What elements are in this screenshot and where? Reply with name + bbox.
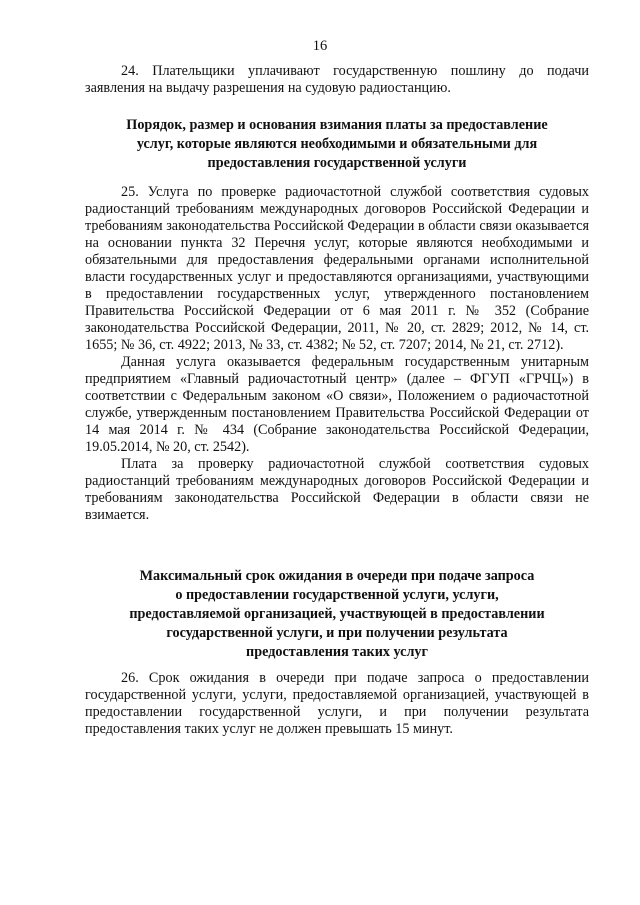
paragraph-text: 24. Плательщики уплачивают государственную пошлину до подачи заявления на выдачу разрешения на судовую радиостанцию. <box>85 63 589 96</box>
paragraph-26 <box>85 670 589 738</box>
heading-line: о предоставлении государственной услуги, услуги, <box>175 587 499 603</box>
paragraph-24 <box>85 63 589 97</box>
heading-line: государственной услуги, и при получении результата <box>166 625 508 641</box>
heading-line: предоставления государственной услуги <box>207 155 467 171</box>
heading-line: предоставления таких услуг <box>246 644 428 660</box>
heading-line: предоставляемой организацией, участвующей в предоставлении <box>129 606 545 622</box>
heading-line: услуг, которые являются необходимыми и обязательными для <box>136 136 538 152</box>
heading-queue <box>85 567 589 662</box>
paragraph-text: Плата за проверку радиочастотной службой соответствия судовых радиостанций требованиям международных договоров Российской Федерации и требованиям законодательства Российской Федерации в области связи не взимается. <box>85 456 589 523</box>
paragraph-text: 25. Услуга по проверке радиочастотной службой соответствия судовых радиостанций требованиям международных договоров Российской Федерации и требованиям законодательства Российской Федерации в области связи оказывается на основании пункта 32 Перечня услуг, которые являются необходимыми и обязательными для предоставления федеральными органами исполнительной власти государственных услуг и предоставляются организациями, участвующими в предоставлении государственных услуг, утвержденного постановлением Правительства Российской Федерации от 6 мая 2011 г. № 352 (Собрание законодательства Российской Федерации, 2011, № 20, ст. 2829; 2012, № 14, ст. 1655; № 36, ст. 4922; 2013, № 33, ст. 4382; № 52, ст. 7207; 2014, № 21, ст. 2712). <box>85 184 589 353</box>
paragraph-25 <box>85 184 589 524</box>
heading-fees <box>85 116 589 173</box>
heading-line: Порядок, размер и основания взимания платы за предоставление <box>126 117 548 133</box>
paragraph-text: Данная услуга оказывается федеральным государственным унитарным предприятием «Главный радиочастотный центр» (далее – ФГУП «ГРЧЦ») в соответствии с Федеральным законом «О связи», Положением о радиочастотной службе, утвержденным постановлением Правительства Российской Федерации от 14 мая 2014 г. № 434 (Собрание законодательства Российской Федерации, 19.05.2014, № 20, ст. 2542). <box>85 354 589 455</box>
paragraph-text: 26. Срок ожидания в очереди при подаче запроса о предоставлении государственной услуги, услуги, предоставляемой организацией, участвующей в предоставлении государственной услуги, и при получении результата предоставления таких услуг не должен превышать 15 минут. <box>85 670 589 737</box>
page-number: 16 <box>312 38 328 54</box>
heading-line: Максимальный срок ожидания в очереди при подаче запроса <box>139 568 535 584</box>
